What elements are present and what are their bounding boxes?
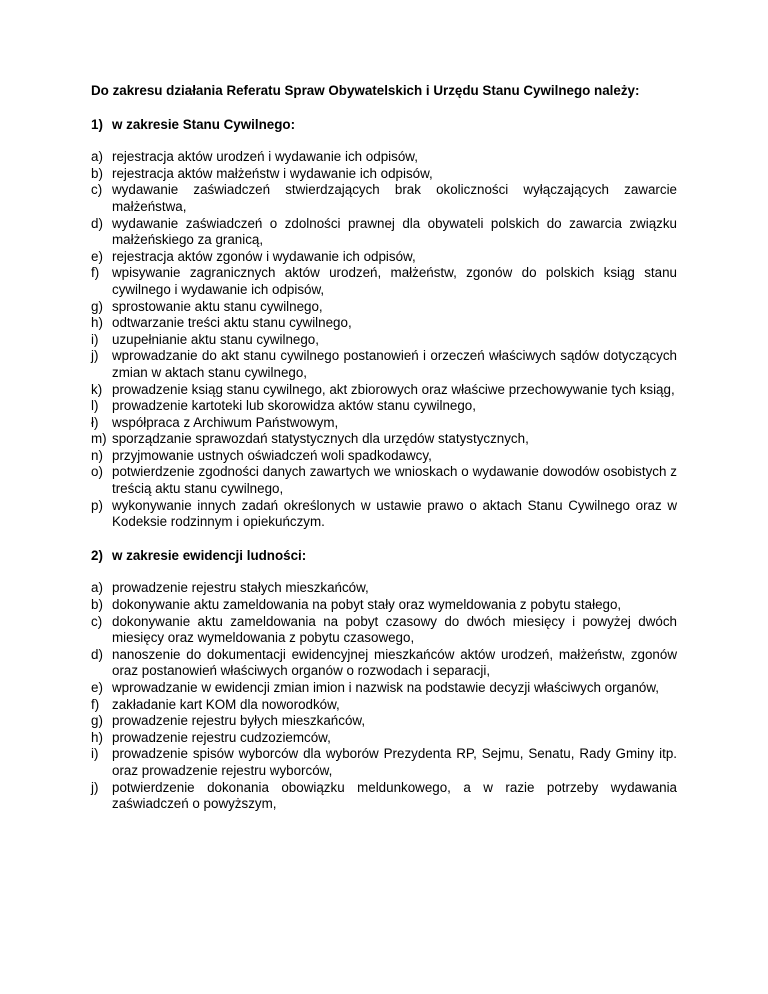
- list-item-text: wprowadzanie w ewidencji zmian imion i nazwisk na podstawie decyzji właściwych organów,: [112, 680, 660, 695]
- list-item-marker: m): [91, 431, 107, 447]
- list-item-text: prowadzenie rejestru stałych mieszkańców,: [112, 580, 369, 596]
- list-item-marker: c): [91, 613, 103, 629]
- population-records-list: [91, 580, 677, 812]
- list-item-marker: j): [91, 779, 99, 795]
- list-item: [91, 464, 677, 497]
- list-item-text: przyjmowanie ustnych oświadczeń woli spadkodawcy,: [112, 447, 432, 463]
- list-item-text: wydawanie zaświadczeń stwierdzających brak okoliczności wyłączających zawarcie małżeństwa,: [112, 182, 677, 214]
- list-item-marker: n): [91, 447, 103, 463]
- list-item: [91, 182, 677, 215]
- list-item: [91, 713, 677, 730]
- list-item: [91, 348, 677, 381]
- list-item: [91, 166, 677, 183]
- list-item-marker: g): [91, 298, 103, 314]
- list-item-marker: j): [91, 348, 99, 364]
- list-item: [91, 498, 677, 531]
- list-item: [91, 299, 677, 316]
- list-item-text: prowadzenie spisów wyborców dla wyborów Prezydenta RP, Sejmu, Senatu, Rady Gminy itp. oraz prowadzenie rejestru wyborców,: [112, 746, 677, 778]
- list-item-text: prowadzenie rejestru byłych mieszkańców,: [112, 713, 366, 729]
- list-item: [91, 249, 677, 266]
- list-item: [91, 149, 677, 166]
- list-item-text: rejestracja aktów małżeństw i wydawanie ich odpisów,: [112, 165, 433, 181]
- list-item-marker: e): [91, 680, 103, 695]
- list-item-text: rejestracja aktów urodzeń i wydawanie ich odpisów,: [112, 149, 418, 165]
- list-item-text: potwierdzenie dokonania obowiązku meldunkowego, a w razie potrzeby wydawania zaświadczeń o powyższym,: [112, 779, 677, 812]
- list-item-text: zakładanie kart KOM dla noworodków,: [112, 696, 340, 712]
- list-item-text: współpraca z Archiwum Państwowym,: [112, 414, 339, 430]
- list-item-text: wydawanie zaświadczeń o zdolności prawnej dla obywateli polskich do zawarcia związku małżeńskiego za granicą,: [112, 215, 677, 248]
- list-item-text: sporządzanie sprawozdań statystycznych dla urzędów statystycznych,: [112, 431, 529, 447]
- list-item: [91, 448, 677, 465]
- list-item-marker: h): [91, 729, 103, 745]
- list-item-marker: h): [91, 315, 103, 331]
- section-title-civil-status: [91, 117, 677, 134]
- list-item-text: uzupełnianie aktu stanu cywilnego,: [112, 331, 319, 347]
- list-item-marker: g): [91, 713, 103, 729]
- list-item-marker: ł): [91, 414, 99, 430]
- list-item-text: sprostowanie aktu stanu cywilnego,: [112, 298, 323, 314]
- list-item-text: wpisywanie zagranicznych aktów urodzeń, małżeństw, zgonów do polskich ksiąg stanu cywilnego i wydawanie ich odpisów,: [112, 265, 677, 297]
- list-item-marker: d): [91, 215, 103, 231]
- section-number: 1): [91, 116, 103, 132]
- list-item-marker: b): [91, 597, 103, 613]
- list-item: [91, 431, 677, 448]
- list-item-text: dokonywanie aktu zameldowania na pobyt czasowy do dwóch miesięcy i powyżej dwóch miesięcy oraz wymeldowania z pobytu czasowego,: [112, 613, 677, 646]
- list-item-marker: l): [91, 398, 99, 414]
- list-item-marker: a): [91, 149, 103, 165]
- section-title-text: w zakresie ewidencji ludności:: [112, 547, 307, 563]
- list-item: [91, 780, 677, 813]
- list-item-marker: e): [91, 248, 103, 264]
- list-item-text: potwierdzenie zgodności danych zawartych we wnioskach o wydawanie dowodów osobistych z treścią aktu stanu cywilnego,: [112, 464, 677, 497]
- list-item-text: nanoszenie do dokumentacji ewidencyjnej mieszkańców aktów urodzeń, małżeństw, zgonów oraz postanowień właściwych organów o rozwodach i separacji,: [112, 646, 677, 679]
- list-item-marker: c): [91, 182, 103, 198]
- section-title-population-records: [91, 548, 677, 565]
- list-item: [91, 382, 677, 399]
- list-item: [91, 697, 677, 714]
- list-item-marker: i): [91, 746, 99, 762]
- section-number: 2): [91, 547, 103, 563]
- list-item: [91, 265, 677, 298]
- list-item-marker: p): [91, 497, 103, 513]
- list-item: [91, 730, 677, 747]
- list-item-marker: b): [91, 165, 103, 181]
- list-item-marker: f): [91, 696, 100, 712]
- list-item: [91, 647, 677, 680]
- list-item-text: dokonywanie aktu zameldowania na pobyt stały oraz wymeldowania z pobytu stałego,: [112, 597, 622, 613]
- list-item: [91, 680, 677, 697]
- civil-status-list: [91, 149, 677, 531]
- list-item-text: prowadzenie kartoteki lub skorowidza aktów stanu cywilnego,: [112, 398, 476, 414]
- document-heading: Do zakresu działania Referatu Spraw Obywatelskich i Urzędu Stanu Cywilnego należy:: [91, 83, 640, 98]
- list-item: [91, 597, 677, 614]
- list-item-marker: i): [91, 331, 99, 347]
- list-item: [91, 216, 677, 249]
- list-item-marker: f): [91, 265, 100, 281]
- list-item: [91, 332, 677, 349]
- list-item-text: rejestracja aktów zgonów i wydawanie ich odpisów,: [112, 248, 416, 264]
- list-item-marker: o): [91, 464, 103, 480]
- list-item-marker: d): [91, 646, 103, 662]
- list-item-marker: a): [91, 580, 103, 596]
- list-item: [91, 398, 677, 415]
- list-item: [91, 415, 677, 432]
- list-item-text: wykonywanie innych zadań określonych w ustawie prawo o aktach Stanu Cywilnego oraz w Kodeksie rodzinnym i opiekuńczym.: [112, 497, 677, 530]
- list-item: [91, 614, 677, 647]
- list-item-marker: k): [91, 381, 103, 397]
- list-item: [91, 746, 677, 779]
- list-item: [91, 580, 677, 597]
- list-item: [91, 315, 677, 332]
- section-title-text: w zakresie Stanu Cywilnego:: [112, 116, 296, 132]
- list-item-text: wprowadzanie do akt stanu cywilnego postanowień i orzeczeń właściwych sądów dotyczących zmian w aktach stanu cywilnego,: [112, 348, 677, 380]
- document-page: [91, 83, 677, 813]
- list-item-text: prowadzenie ksiąg stanu cywilnego, akt zbiorowych oraz właściwe przechowywanie tych ksiąg,: [112, 381, 675, 397]
- list-item-text: odtwarzanie treści aktu stanu cywilnego,: [112, 315, 352, 331]
- list-item-text: prowadzenie rejestru cudzoziemców,: [112, 729, 331, 745]
